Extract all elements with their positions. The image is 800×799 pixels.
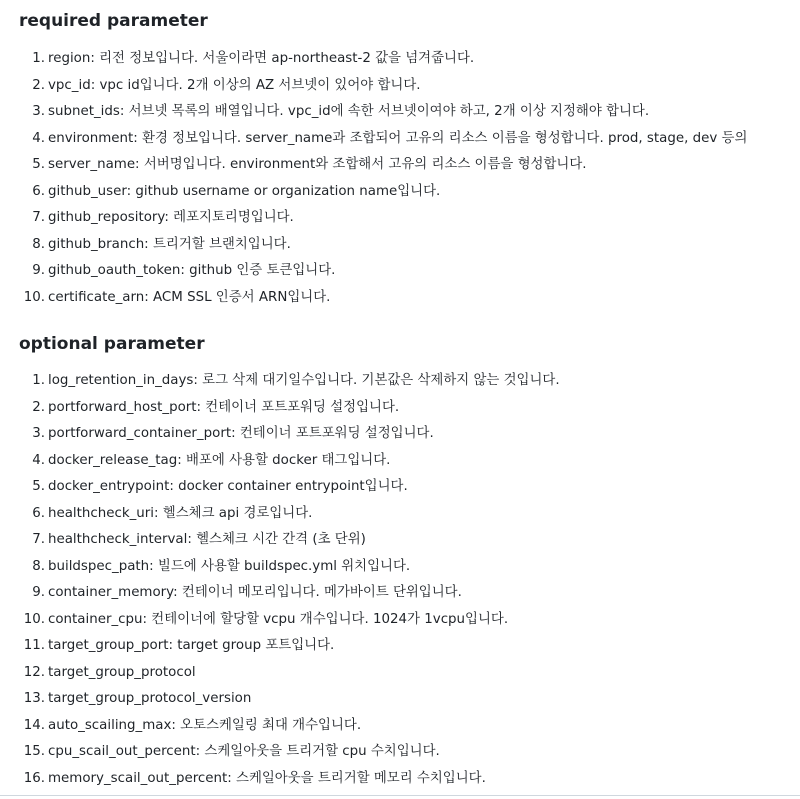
list-item-number: 7. [32, 532, 45, 547]
required-parameter-heading: required parameter [19, 11, 208, 31]
list-item-number: 4. [32, 130, 45, 146]
list-item-number: 10. [23, 289, 45, 305]
list-item-text: subnet_ids: 서브넷 목록의 배열입니다. vpc_id에 속한 서브넷이여야 하고, 2개 이상 지정해야 합니다. [48, 104, 650, 119]
list-item-text: server_name: 서버명입니다. environment와 조합해서 고유의 리소스 이름을 형성합니다. [48, 157, 587, 172]
list-item [0, 501, 800, 528]
list-item-text: target_group_protocol_version [48, 691, 252, 706]
list-item-text: docker_release_tag: 배포에 사용할 docker 태그입니다. [48, 452, 391, 468]
list-item-number: 9. [32, 585, 45, 600]
list-item-number: 3. [32, 426, 45, 441]
list-item [0, 554, 800, 581]
list-item-text: container_cpu: 컨테이너에 할당할 vcpu 개수입니다. 1024가 1vcpu입니다. [48, 611, 509, 627]
list-item-text: healthcheck_interval: 헬스체크 시간 간격 (초 단위) [48, 532, 366, 547]
list-item-text: log_retention_in_days: 로그 삭제 대기일수입니다. 기본값은 삭제하지 않는 것입니다. [48, 373, 560, 388]
list-item-text: github_branch: 트리거할 브랜치입니다. [48, 236, 291, 252]
list-item-number: 8. [32, 558, 45, 574]
list-item-number: 11. [23, 638, 45, 653]
list-item [0, 739, 800, 766]
list-item [0, 660, 800, 687]
list-item [0, 448, 800, 475]
list-item [0, 633, 800, 660]
optional-parameter-list [0, 368, 800, 792]
list-item-number: 5. [32, 479, 45, 494]
list-item-text: buildspec_path: 빌드에 사용할 buildspec.yml 위치입니다. [48, 558, 411, 574]
list-item [0, 686, 800, 713]
list-item-text: portforward_container_port: 컨테이너 포트포워딩 설정입니다. [48, 426, 434, 441]
bottom-divider [0, 795, 800, 796]
list-item-text: docker_entrypoint: docker container entrypoint입니다. [48, 479, 408, 494]
list-item-number: 12. [23, 664, 45, 680]
list-item-number: 10. [23, 611, 45, 627]
list-item [0, 395, 800, 422]
optional-parameter-heading: optional parameter [19, 334, 205, 354]
list-item-text: certificate_arn: ACM SSL 인증서 ARN입니다. [48, 289, 331, 305]
list-item-number: 4. [32, 452, 45, 468]
list-item-number: 1. [32, 373, 45, 388]
list-item [0, 258, 800, 285]
list-item-text: healthcheck_uri: 헬스체크 api 경로입니다. [48, 505, 313, 521]
list-item [0, 527, 800, 554]
list-item-number: 9. [32, 263, 45, 278]
list-item [0, 232, 800, 259]
list-item-text: auto_scailing_max: 오토스케일링 최대 개수입니다. [48, 717, 362, 733]
list-item [0, 285, 800, 312]
list-item-text: github_user: github username or organization name입니다. [48, 183, 441, 199]
list-item-number: 15. [23, 744, 45, 759]
list-item-number: 2. [32, 399, 45, 415]
list-item-text: memory_scail_out_percent: 스케일아웃을 트리거할 메모리 수치입니다. [48, 770, 486, 786]
list-item [0, 205, 800, 232]
list-item-text: region: 리전 정보입니다. 서울이라면 ap-northeast-2 값을 넘겨줍니다. [48, 51, 475, 66]
list-item [0, 152, 800, 179]
list-item-text: portforward_host_port: 컨테이너 포트포워딩 설정입니다. [48, 399, 400, 415]
list-item-number: 6. [32, 183, 45, 199]
list-item [0, 368, 800, 395]
list-item-text: github_oauth_token: github 인증 토큰입니다. [48, 263, 336, 278]
list-item-text: target_group_protocol [48, 664, 196, 680]
list-item [0, 73, 800, 100]
list-item-number: 14. [23, 717, 45, 733]
list-item [0, 99, 800, 126]
list-item-number: 3. [32, 104, 45, 119]
list-item-text: vpc_id: vpc id입니다. 2개 이상의 AZ 서브넷이 있어야 합니다. [48, 77, 421, 93]
list-item [0, 421, 800, 448]
list-item-text: cpu_scail_out_percent: 스케일아웃을 트리거할 cpu 수치입니다. [48, 744, 440, 759]
list-item-number: 8. [32, 236, 45, 252]
list-item-number: 6. [32, 505, 45, 521]
list-item [0, 766, 800, 793]
list-item [0, 126, 800, 153]
required-parameter-list [0, 46, 800, 311]
list-item [0, 179, 800, 206]
list-item-number: 7. [32, 210, 45, 225]
list-item-number: 5. [32, 157, 45, 172]
list-item-text: environment: 환경 정보입니다. server_name과 조합되어 고유의 리소스 이름을 형성합니다. prod, stage, dev 등의 [48, 130, 748, 146]
list-item [0, 607, 800, 634]
list-item-text: target_group_port: target group 포트입니다. [48, 638, 335, 653]
list-item-text: container_memory: 컨테이너 메모리입니다. 메가바이트 단위입니다. [48, 585, 462, 600]
list-item-number: 16. [23, 770, 45, 786]
list-item-number: 13. [23, 691, 45, 706]
list-item-text: github_repository: 레포지토리명입니다. [48, 210, 294, 225]
list-item [0, 46, 800, 73]
list-item-number: 1. [32, 51, 45, 66]
list-item [0, 713, 800, 740]
list-item [0, 580, 800, 607]
list-item [0, 474, 800, 501]
list-item-number: 2. [32, 77, 45, 93]
